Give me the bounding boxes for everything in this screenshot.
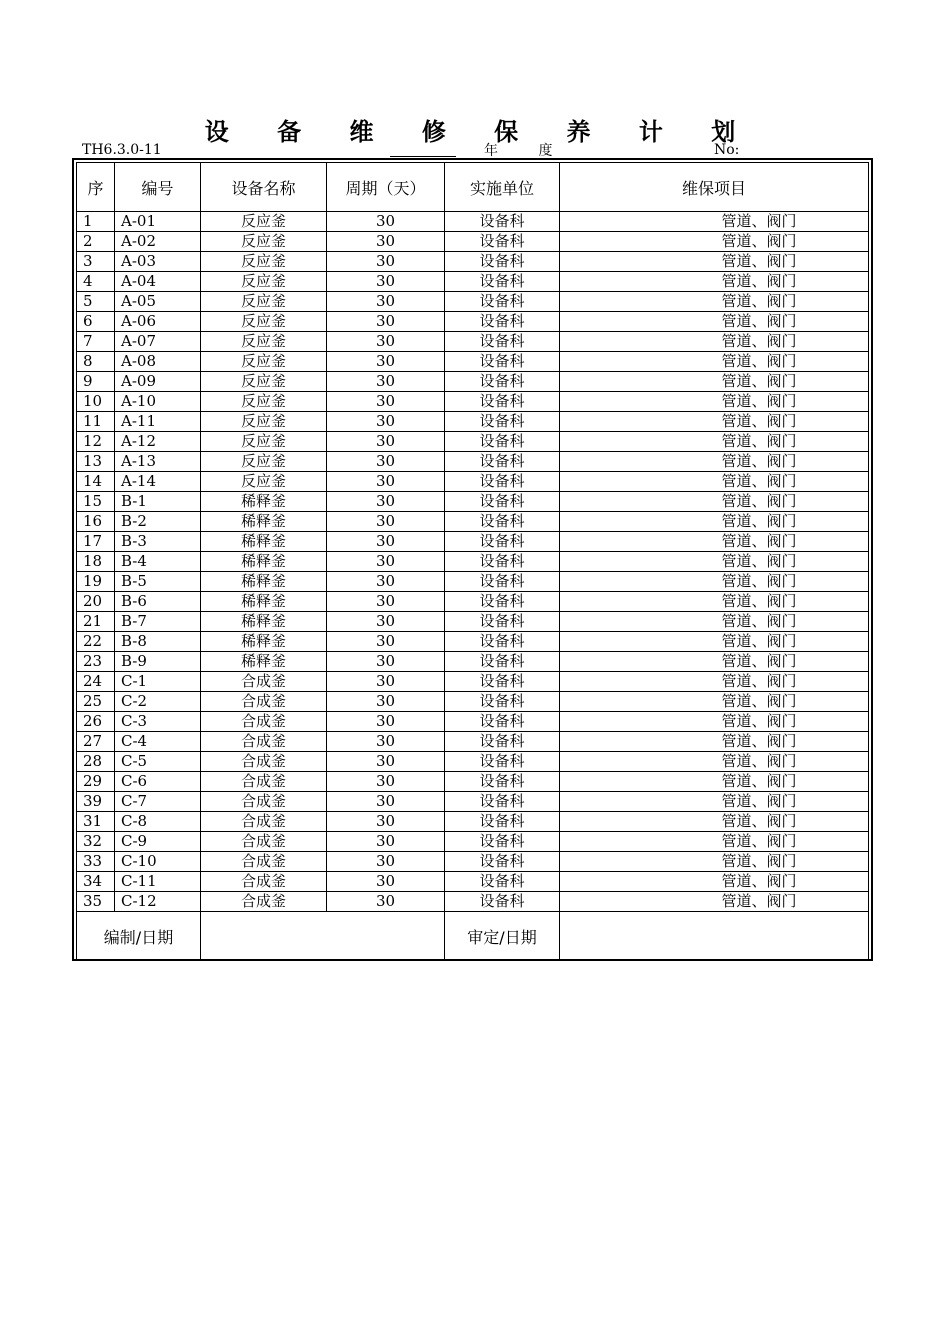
cell-code: C-9 bbox=[115, 832, 201, 852]
cell-cycle: 30 bbox=[327, 252, 445, 272]
approved-by-label: 审定/日期 bbox=[445, 912, 560, 961]
document-code: TH6.3.0-11 bbox=[82, 142, 162, 158]
cell-name: 反应釜 bbox=[201, 292, 327, 312]
cell-item: 管道、阀门 bbox=[560, 652, 869, 672]
cell-name: 反应釜 bbox=[201, 272, 327, 292]
cell-name: 反应釜 bbox=[201, 392, 327, 412]
cell-item: 管道、阀门 bbox=[560, 832, 869, 852]
cell-cycle: 30 bbox=[327, 452, 445, 472]
header-unit: 实施单位 bbox=[445, 163, 560, 212]
cell-cycle: 30 bbox=[327, 492, 445, 512]
cell-seq: 17 bbox=[77, 532, 115, 552]
table-row bbox=[77, 552, 869, 572]
cell-name: 反应釜 bbox=[201, 352, 327, 372]
cell-cycle: 30 bbox=[327, 792, 445, 812]
cell-code: A-02 bbox=[115, 232, 201, 252]
cell-code: C-1 bbox=[115, 672, 201, 692]
cell-name: 稀释釜 bbox=[201, 612, 327, 632]
table-row bbox=[77, 512, 869, 532]
cell-seq: 13 bbox=[77, 452, 115, 472]
cell-cycle: 30 bbox=[327, 512, 445, 532]
cell-name: 合成釜 bbox=[201, 772, 327, 792]
cell-item: 管道、阀门 bbox=[560, 772, 869, 792]
cell-cycle: 30 bbox=[327, 632, 445, 652]
cell-seq: 31 bbox=[77, 812, 115, 832]
cell-item: 管道、阀门 bbox=[560, 672, 869, 692]
header-name: 设备名称 bbox=[201, 163, 327, 212]
table-row bbox=[77, 372, 869, 392]
cell-seq: 26 bbox=[77, 712, 115, 732]
cell-item: 管道、阀门 bbox=[560, 372, 869, 392]
table-row bbox=[77, 432, 869, 452]
cell-item: 管道、阀门 bbox=[560, 592, 869, 612]
cell-code: A-06 bbox=[115, 312, 201, 332]
cell-unit: 设备科 bbox=[445, 632, 560, 652]
cell-name: 合成釜 bbox=[201, 812, 327, 832]
cell-unit: 设备科 bbox=[445, 332, 560, 352]
cell-name: 稀释釜 bbox=[201, 572, 327, 592]
cell-code: C-7 bbox=[115, 792, 201, 812]
table-row bbox=[77, 772, 869, 792]
cell-item: 管道、阀门 bbox=[560, 692, 869, 712]
cell-seq: 3 bbox=[77, 252, 115, 272]
cell-code: A-14 bbox=[115, 472, 201, 492]
cell-code: C-8 bbox=[115, 812, 201, 832]
cell-seq: 16 bbox=[77, 512, 115, 532]
plan-table-frame bbox=[72, 158, 873, 961]
maintenance-plan-table bbox=[76, 162, 869, 961]
cell-unit: 设备科 bbox=[445, 352, 560, 372]
cell-name: 合成釜 bbox=[201, 712, 327, 732]
cell-unit: 设备科 bbox=[445, 392, 560, 412]
year-blank-line bbox=[390, 156, 456, 157]
cell-code: A-04 bbox=[115, 272, 201, 292]
cell-cycle: 30 bbox=[327, 672, 445, 692]
subheader bbox=[82, 140, 872, 160]
cell-code: C-6 bbox=[115, 772, 201, 792]
cell-unit: 设备科 bbox=[445, 852, 560, 872]
cell-name: 合成釜 bbox=[201, 692, 327, 712]
cell-code: B-4 bbox=[115, 552, 201, 572]
cell-cycle: 30 bbox=[327, 392, 445, 412]
cell-name: 稀释釜 bbox=[201, 652, 327, 672]
cell-cycle: 30 bbox=[327, 292, 445, 312]
cell-item: 管道、阀门 bbox=[560, 512, 869, 532]
cell-seq: 10 bbox=[77, 392, 115, 412]
table-row bbox=[77, 892, 869, 912]
cell-unit: 设备科 bbox=[445, 252, 560, 272]
table-row bbox=[77, 232, 869, 252]
cell-code: A-08 bbox=[115, 352, 201, 372]
cell-unit: 设备科 bbox=[445, 612, 560, 632]
cell-code: C-12 bbox=[115, 892, 201, 912]
cell-unit: 设备科 bbox=[445, 812, 560, 832]
cell-code: A-09 bbox=[115, 372, 201, 392]
table-body bbox=[77, 212, 869, 912]
cell-item: 管道、阀门 bbox=[560, 852, 869, 872]
cell-unit: 设备科 bbox=[445, 492, 560, 512]
cell-code: A-11 bbox=[115, 412, 201, 432]
cell-cycle: 30 bbox=[327, 332, 445, 352]
cell-item: 管道、阀门 bbox=[560, 572, 869, 592]
cell-cycle: 30 bbox=[327, 592, 445, 612]
cell-seq: 39 bbox=[77, 792, 115, 812]
cell-seq: 22 bbox=[77, 632, 115, 652]
cell-unit: 设备科 bbox=[445, 572, 560, 592]
cell-unit: 设备科 bbox=[445, 232, 560, 252]
cell-item: 管道、阀门 bbox=[560, 612, 869, 632]
cell-code: B-3 bbox=[115, 532, 201, 552]
cell-name: 反应釜 bbox=[201, 432, 327, 452]
table-row bbox=[77, 792, 869, 812]
header-row bbox=[77, 163, 869, 212]
cell-code: A-07 bbox=[115, 332, 201, 352]
cell-unit: 设备科 bbox=[445, 292, 560, 312]
cell-code: C-3 bbox=[115, 712, 201, 732]
cell-name: 反应釜 bbox=[201, 212, 327, 232]
cell-name: 合成釜 bbox=[201, 732, 327, 752]
table-row bbox=[77, 832, 869, 852]
cell-code: B-2 bbox=[115, 512, 201, 532]
cell-seq: 2 bbox=[77, 232, 115, 252]
cell-item: 管道、阀门 bbox=[560, 352, 869, 372]
cell-item: 管道、阀门 bbox=[560, 492, 869, 512]
cell-unit: 设备科 bbox=[445, 872, 560, 892]
cell-item: 管道、阀门 bbox=[560, 552, 869, 572]
table-row bbox=[77, 312, 869, 332]
year-label: 年 度 bbox=[484, 143, 571, 159]
table-row bbox=[77, 632, 869, 652]
table-row bbox=[77, 352, 869, 372]
cell-cycle: 30 bbox=[327, 752, 445, 772]
table-row bbox=[77, 252, 869, 272]
cell-cycle: 30 bbox=[327, 212, 445, 232]
prepared-by-label: 编制/日期 bbox=[77, 912, 201, 961]
prepared-by-field[interactable] bbox=[201, 912, 445, 961]
cell-item: 管道、阀门 bbox=[560, 472, 869, 492]
cell-unit: 设备科 bbox=[445, 512, 560, 532]
cell-code: A-12 bbox=[115, 432, 201, 452]
cell-item: 管道、阀门 bbox=[560, 392, 869, 412]
cell-cycle: 30 bbox=[327, 652, 445, 672]
cell-cycle: 30 bbox=[327, 772, 445, 792]
table-row bbox=[77, 692, 869, 712]
cell-item: 管道、阀门 bbox=[560, 812, 869, 832]
header-item: 维保项目 bbox=[560, 163, 869, 212]
cell-cycle: 30 bbox=[327, 432, 445, 452]
cell-code: B-5 bbox=[115, 572, 201, 592]
cell-name: 合成釜 bbox=[201, 672, 327, 692]
cell-unit: 设备科 bbox=[445, 692, 560, 712]
signature-row bbox=[77, 912, 869, 961]
cell-name: 合成釜 bbox=[201, 752, 327, 772]
cell-seq: 20 bbox=[77, 592, 115, 612]
cell-name: 稀释釜 bbox=[201, 552, 327, 572]
cell-seq: 21 bbox=[77, 612, 115, 632]
cell-item: 管道、阀门 bbox=[560, 312, 869, 332]
cell-code: C-11 bbox=[115, 872, 201, 892]
table-row bbox=[77, 592, 869, 612]
cell-unit: 设备科 bbox=[445, 672, 560, 692]
cell-cycle: 30 bbox=[327, 272, 445, 292]
cell-item: 管道、阀门 bbox=[560, 632, 869, 652]
cell-item: 管道、阀门 bbox=[560, 212, 869, 232]
cell-seq: 34 bbox=[77, 872, 115, 892]
cell-name: 反应釜 bbox=[201, 232, 327, 252]
cell-seq: 7 bbox=[77, 332, 115, 352]
cell-seq: 35 bbox=[77, 892, 115, 912]
cell-cycle: 30 bbox=[327, 372, 445, 392]
cell-seq: 24 bbox=[77, 672, 115, 692]
table-row bbox=[77, 332, 869, 352]
cell-seq: 25 bbox=[77, 692, 115, 712]
cell-item: 管道、阀门 bbox=[560, 332, 869, 352]
table-row bbox=[77, 712, 869, 732]
header-cycle: 周期（天） bbox=[327, 163, 445, 212]
cell-unit: 设备科 bbox=[445, 372, 560, 392]
cell-seq: 19 bbox=[77, 572, 115, 592]
cell-unit: 设备科 bbox=[445, 732, 560, 752]
cell-name: 反应釜 bbox=[201, 312, 327, 332]
cell-cycle: 30 bbox=[327, 232, 445, 252]
cell-name: 合成釜 bbox=[201, 792, 327, 812]
table-row bbox=[77, 532, 869, 552]
approved-by-field[interactable] bbox=[560, 912, 869, 961]
table-row bbox=[77, 872, 869, 892]
cell-cycle: 30 bbox=[327, 872, 445, 892]
cell-unit: 设备科 bbox=[445, 772, 560, 792]
cell-unit: 设备科 bbox=[445, 312, 560, 332]
cell-unit: 设备科 bbox=[445, 212, 560, 232]
cell-cycle: 30 bbox=[327, 732, 445, 752]
cell-name: 反应釜 bbox=[201, 332, 327, 352]
cell-cycle: 30 bbox=[327, 472, 445, 492]
cell-seq: 15 bbox=[77, 492, 115, 512]
cell-name: 反应釜 bbox=[201, 252, 327, 272]
number-label: No: bbox=[714, 142, 740, 158]
cell-seq: 33 bbox=[77, 852, 115, 872]
document-title: 设 备 维 修 保 养 计 划 bbox=[204, 118, 756, 146]
cell-name: 稀释釜 bbox=[201, 592, 327, 612]
cell-name: 合成釜 bbox=[201, 832, 327, 852]
cell-unit: 设备科 bbox=[445, 412, 560, 432]
cell-cycle: 30 bbox=[327, 532, 445, 552]
table-row bbox=[77, 392, 869, 412]
cell-seq: 23 bbox=[77, 652, 115, 672]
cell-name: 反应釜 bbox=[201, 412, 327, 432]
cell-cycle: 30 bbox=[327, 412, 445, 432]
cell-seq: 8 bbox=[77, 352, 115, 372]
table-row bbox=[77, 752, 869, 772]
table-row bbox=[77, 472, 869, 492]
cell-name: 稀释釜 bbox=[201, 532, 327, 552]
cell-code: A-10 bbox=[115, 392, 201, 412]
cell-code: C-10 bbox=[115, 852, 201, 872]
cell-unit: 设备科 bbox=[445, 832, 560, 852]
table-row bbox=[77, 212, 869, 232]
cell-seq: 27 bbox=[77, 732, 115, 752]
cell-name: 反应釜 bbox=[201, 452, 327, 472]
cell-name: 稀释釜 bbox=[201, 512, 327, 532]
cell-item: 管道、阀门 bbox=[560, 232, 869, 252]
cell-cycle: 30 bbox=[327, 812, 445, 832]
cell-seq: 12 bbox=[77, 432, 115, 452]
cell-seq: 32 bbox=[77, 832, 115, 852]
cell-cycle: 30 bbox=[327, 572, 445, 592]
cell-code: B-8 bbox=[115, 632, 201, 652]
cell-code: C-2 bbox=[115, 692, 201, 712]
cell-code: B-1 bbox=[115, 492, 201, 512]
cell-item: 管道、阀门 bbox=[560, 292, 869, 312]
cell-item: 管道、阀门 bbox=[560, 792, 869, 812]
cell-item: 管道、阀门 bbox=[560, 452, 869, 472]
cell-item: 管道、阀门 bbox=[560, 892, 869, 912]
table-row bbox=[77, 452, 869, 472]
cell-unit: 设备科 bbox=[445, 272, 560, 292]
cell-unit: 设备科 bbox=[445, 792, 560, 812]
cell-name: 合成釜 bbox=[201, 872, 327, 892]
cell-cycle: 30 bbox=[327, 612, 445, 632]
cell-code: A-05 bbox=[115, 292, 201, 312]
table-row bbox=[77, 272, 869, 292]
cell-seq: 4 bbox=[77, 272, 115, 292]
table-row bbox=[77, 572, 869, 592]
cell-code: C-4 bbox=[115, 732, 201, 752]
cell-code: C-5 bbox=[115, 752, 201, 772]
cell-seq: 9 bbox=[77, 372, 115, 392]
cell-cycle: 30 bbox=[327, 892, 445, 912]
header-code: 编号 bbox=[115, 163, 201, 212]
table-row bbox=[77, 852, 869, 872]
cell-item: 管道、阀门 bbox=[560, 272, 869, 292]
cell-item: 管道、阀门 bbox=[560, 752, 869, 772]
cell-cycle: 30 bbox=[327, 312, 445, 332]
cell-unit: 设备科 bbox=[445, 752, 560, 772]
cell-code: B-6 bbox=[115, 592, 201, 612]
cell-code: A-13 bbox=[115, 452, 201, 472]
cell-unit: 设备科 bbox=[445, 472, 560, 492]
cell-seq: 5 bbox=[77, 292, 115, 312]
cell-item: 管道、阀门 bbox=[560, 872, 869, 892]
cell-unit: 设备科 bbox=[445, 712, 560, 732]
cell-cycle: 30 bbox=[327, 552, 445, 572]
cell-name: 合成釜 bbox=[201, 892, 327, 912]
cell-item: 管道、阀门 bbox=[560, 732, 869, 752]
table-row bbox=[77, 412, 869, 432]
cell-item: 管道、阀门 bbox=[560, 532, 869, 552]
cell-name: 稀释釜 bbox=[201, 492, 327, 512]
cell-cycle: 30 bbox=[327, 712, 445, 732]
cell-code: B-9 bbox=[115, 652, 201, 672]
cell-unit: 设备科 bbox=[445, 452, 560, 472]
cell-item: 管道、阀门 bbox=[560, 432, 869, 452]
cell-unit: 设备科 bbox=[445, 432, 560, 452]
table-row bbox=[77, 812, 869, 832]
table-row bbox=[77, 292, 869, 312]
cell-seq: 29 bbox=[77, 772, 115, 792]
cell-seq: 14 bbox=[77, 472, 115, 492]
cell-name: 合成釜 bbox=[201, 852, 327, 872]
cell-name: 反应釜 bbox=[201, 472, 327, 492]
cell-unit: 设备科 bbox=[445, 552, 560, 572]
cell-name: 稀释釜 bbox=[201, 632, 327, 652]
table-row bbox=[77, 652, 869, 672]
cell-seq: 18 bbox=[77, 552, 115, 572]
cell-item: 管道、阀门 bbox=[560, 252, 869, 272]
cell-cycle: 30 bbox=[327, 692, 445, 712]
cell-cycle: 30 bbox=[327, 852, 445, 872]
cell-unit: 设备科 bbox=[445, 652, 560, 672]
cell-seq: 6 bbox=[77, 312, 115, 332]
cell-item: 管道、阀门 bbox=[560, 412, 869, 432]
table-row bbox=[77, 732, 869, 752]
cell-cycle: 30 bbox=[327, 352, 445, 372]
table-row bbox=[77, 612, 869, 632]
cell-unit: 设备科 bbox=[445, 592, 560, 612]
cell-code: A-03 bbox=[115, 252, 201, 272]
header-seq: 序 bbox=[77, 163, 115, 212]
cell-cycle: 30 bbox=[327, 832, 445, 852]
cell-seq: 1 bbox=[77, 212, 115, 232]
table-row bbox=[77, 672, 869, 692]
cell-unit: 设备科 bbox=[445, 892, 560, 912]
cell-code: A-01 bbox=[115, 212, 201, 232]
cell-seq: 11 bbox=[77, 412, 115, 432]
cell-seq: 28 bbox=[77, 752, 115, 772]
cell-code: B-7 bbox=[115, 612, 201, 632]
cell-name: 反应釜 bbox=[201, 372, 327, 392]
cell-unit: 设备科 bbox=[445, 532, 560, 552]
table-row bbox=[77, 492, 869, 512]
cell-item: 管道、阀门 bbox=[560, 712, 869, 732]
